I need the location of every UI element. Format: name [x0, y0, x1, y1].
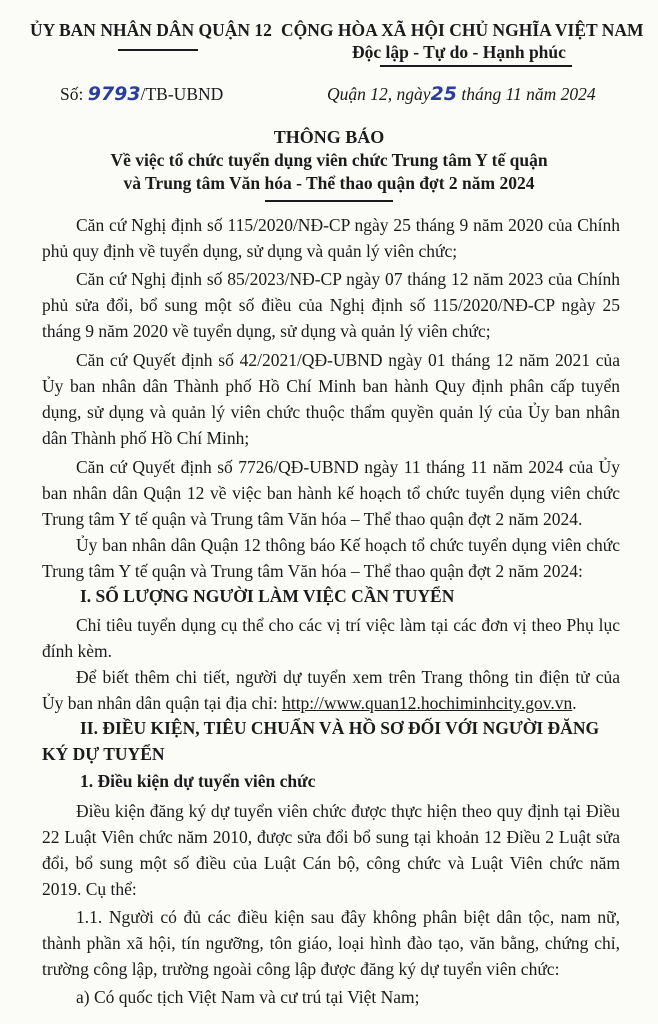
number-handwritten: 9793 — [87, 83, 141, 105]
national-heading: CỘNG HÒA XÃ HỘI CHỦ NGHĨA VIỆT NAM — [281, 20, 644, 40]
motto-underline — [380, 65, 572, 67]
date-prefix: Quận 12, ngày — [327, 84, 431, 104]
section-2-heading-line-1: II. ĐIỀU KIỆN, TIÊU CHUẨN VÀ HỒ SƠ ĐỐI VỚI NGƯỜI ĐĂNG — [80, 718, 600, 738]
section-2-paragraph-3: a) Có quốc tịch Việt Nam và cư trú tại Việt Nam; — [76, 987, 420, 1007]
document-title: THÔNG BÁO — [273, 127, 385, 147]
announcement-intro: Ủy ban nhân dân Quận 12 thông báo Kế hoạch tổ chức tuyển dụng viên chức Trung tâm Y tế quận và Trung tâm Văn hóa – Thể thao quận đợt 2 năm 2024: — [42, 535, 620, 581]
number-suffix: /TB-UBND — [140, 84, 224, 104]
section-1-paragraph-2-end: . — [572, 693, 577, 713]
document-number — [60, 83, 223, 105]
document-subtitle-2: và Trung tâm Văn hóa - Thể thao quận đợt 2 năm 2024 — [123, 173, 535, 193]
section-1-paragraph-2-text: Để biết thêm chi tiết, người dự tuyển xem trên Trang thông tin điện tử của Ủy ban nhân dân quận tại địa chỉ: — [42, 667, 620, 713]
section-1-paragraph-2 — [42, 664, 620, 716]
document-subtitle-1: Về việc tổ chức tuyển dụng viên chức Trung tâm Y tế quận — [110, 150, 548, 170]
legal-basis-1: Căn cứ Nghị định số 115/2020/NĐ-CP ngày 25 tháng 9 năm 2020 của Chính phủ quy định về tuyển dụng, sử dụng và quản lý viên chức; — [42, 215, 620, 261]
org-underline — [118, 49, 198, 51]
section-2-paragraph-1: Điều kiện đăng ký dự tuyển viên chức được thực hiện theo quy định tại Điều 22 Luật Viên chức năm 2010, được sửa đổi bổ sung tại khoản 12 Điều 2 Luật sửa đổi, bổ sung một số điều của Luật Cán bộ, công chức và Luật Viên chức năm 2019. Cụ thể: — [42, 801, 620, 899]
issuing-authority: ỦY BAN NHÂN DÂN QUẬN 12 — [30, 20, 272, 40]
website-link[interactable]: http://www.quan12.hochiminhcity.gov.vn — [282, 693, 573, 713]
legal-basis-3: Căn cứ Quyết định số 42/2021/QĐ-UBND ngày 01 tháng 12 năm 2021 của Ủy ban nhân dân Thành phố Hồ Chí Minh ban hành Quy định phân cấp tuyển dụng, sử dụng và quản lý viên chức thuộc thẩm quyền quản lý của Ủy ban nhân dân Thành phố Hồ Chí Minh; — [42, 350, 620, 448]
document-date — [327, 83, 596, 105]
legal-basis-2: Căn cứ Nghị định số 85/2023/NĐ-CP ngày 07 tháng 12 năm 2023 của Chính phủ sửa đổi, bổ sung một số điều của Nghị định số 115/2020/NĐ-CP ngày 25 tháng 9 năm 2020 về tuyển dụng, sử dụng và quản lý viên chức; — [42, 269, 620, 341]
number-label: Số: — [60, 84, 84, 104]
title-underline — [265, 200, 393, 202]
legal-basis-4: Căn cứ Quyết định số 7726/QĐ-UBND ngày 11 tháng 11 năm 2024 của Ủy ban nhân dân Quận 12 về việc ban hành kế hoạch tổ chức tuyển dụng viên chức Trung tâm Y tế quận và Trung tâm Văn hóa – Thể thao quận đợt 2 năm 2024. — [42, 457, 620, 529]
national-motto: Độc lập - Tự do - Hạnh phúc — [352, 42, 566, 62]
section-2-paragraph-2: 1.1. Người có đủ các điều kiện sau đây không phân biệt dân tộc, nam nữ, thành phần xã hội, tín ngưỡng, tôn giáo, loại hình đào tạo, văn bằng, chứng chỉ, trường công lập, trường ngoài công lập được đăng ký dự tuyển viên chức: — [42, 907, 620, 979]
date-day-handwritten: 25 — [430, 83, 457, 105]
section-1-paragraph-1: Chỉ tiêu tuyển dụng cụ thể cho các vị trí việc làm tại các đơn vị theo Phụ lục đính kèm. — [42, 615, 620, 661]
subsection-1-heading: 1. Điều kiện dự tuyển viên chức — [80, 771, 316, 791]
date-suffix: tháng 11 năm 2024 — [461, 84, 596, 104]
section-1-heading: I. SỐ LƯỢNG NGƯỜI LÀM VIỆC CẦN TUYỂN — [80, 586, 455, 606]
section-2-heading-line-2: KÝ DỰ TUYỂN — [42, 744, 165, 764]
